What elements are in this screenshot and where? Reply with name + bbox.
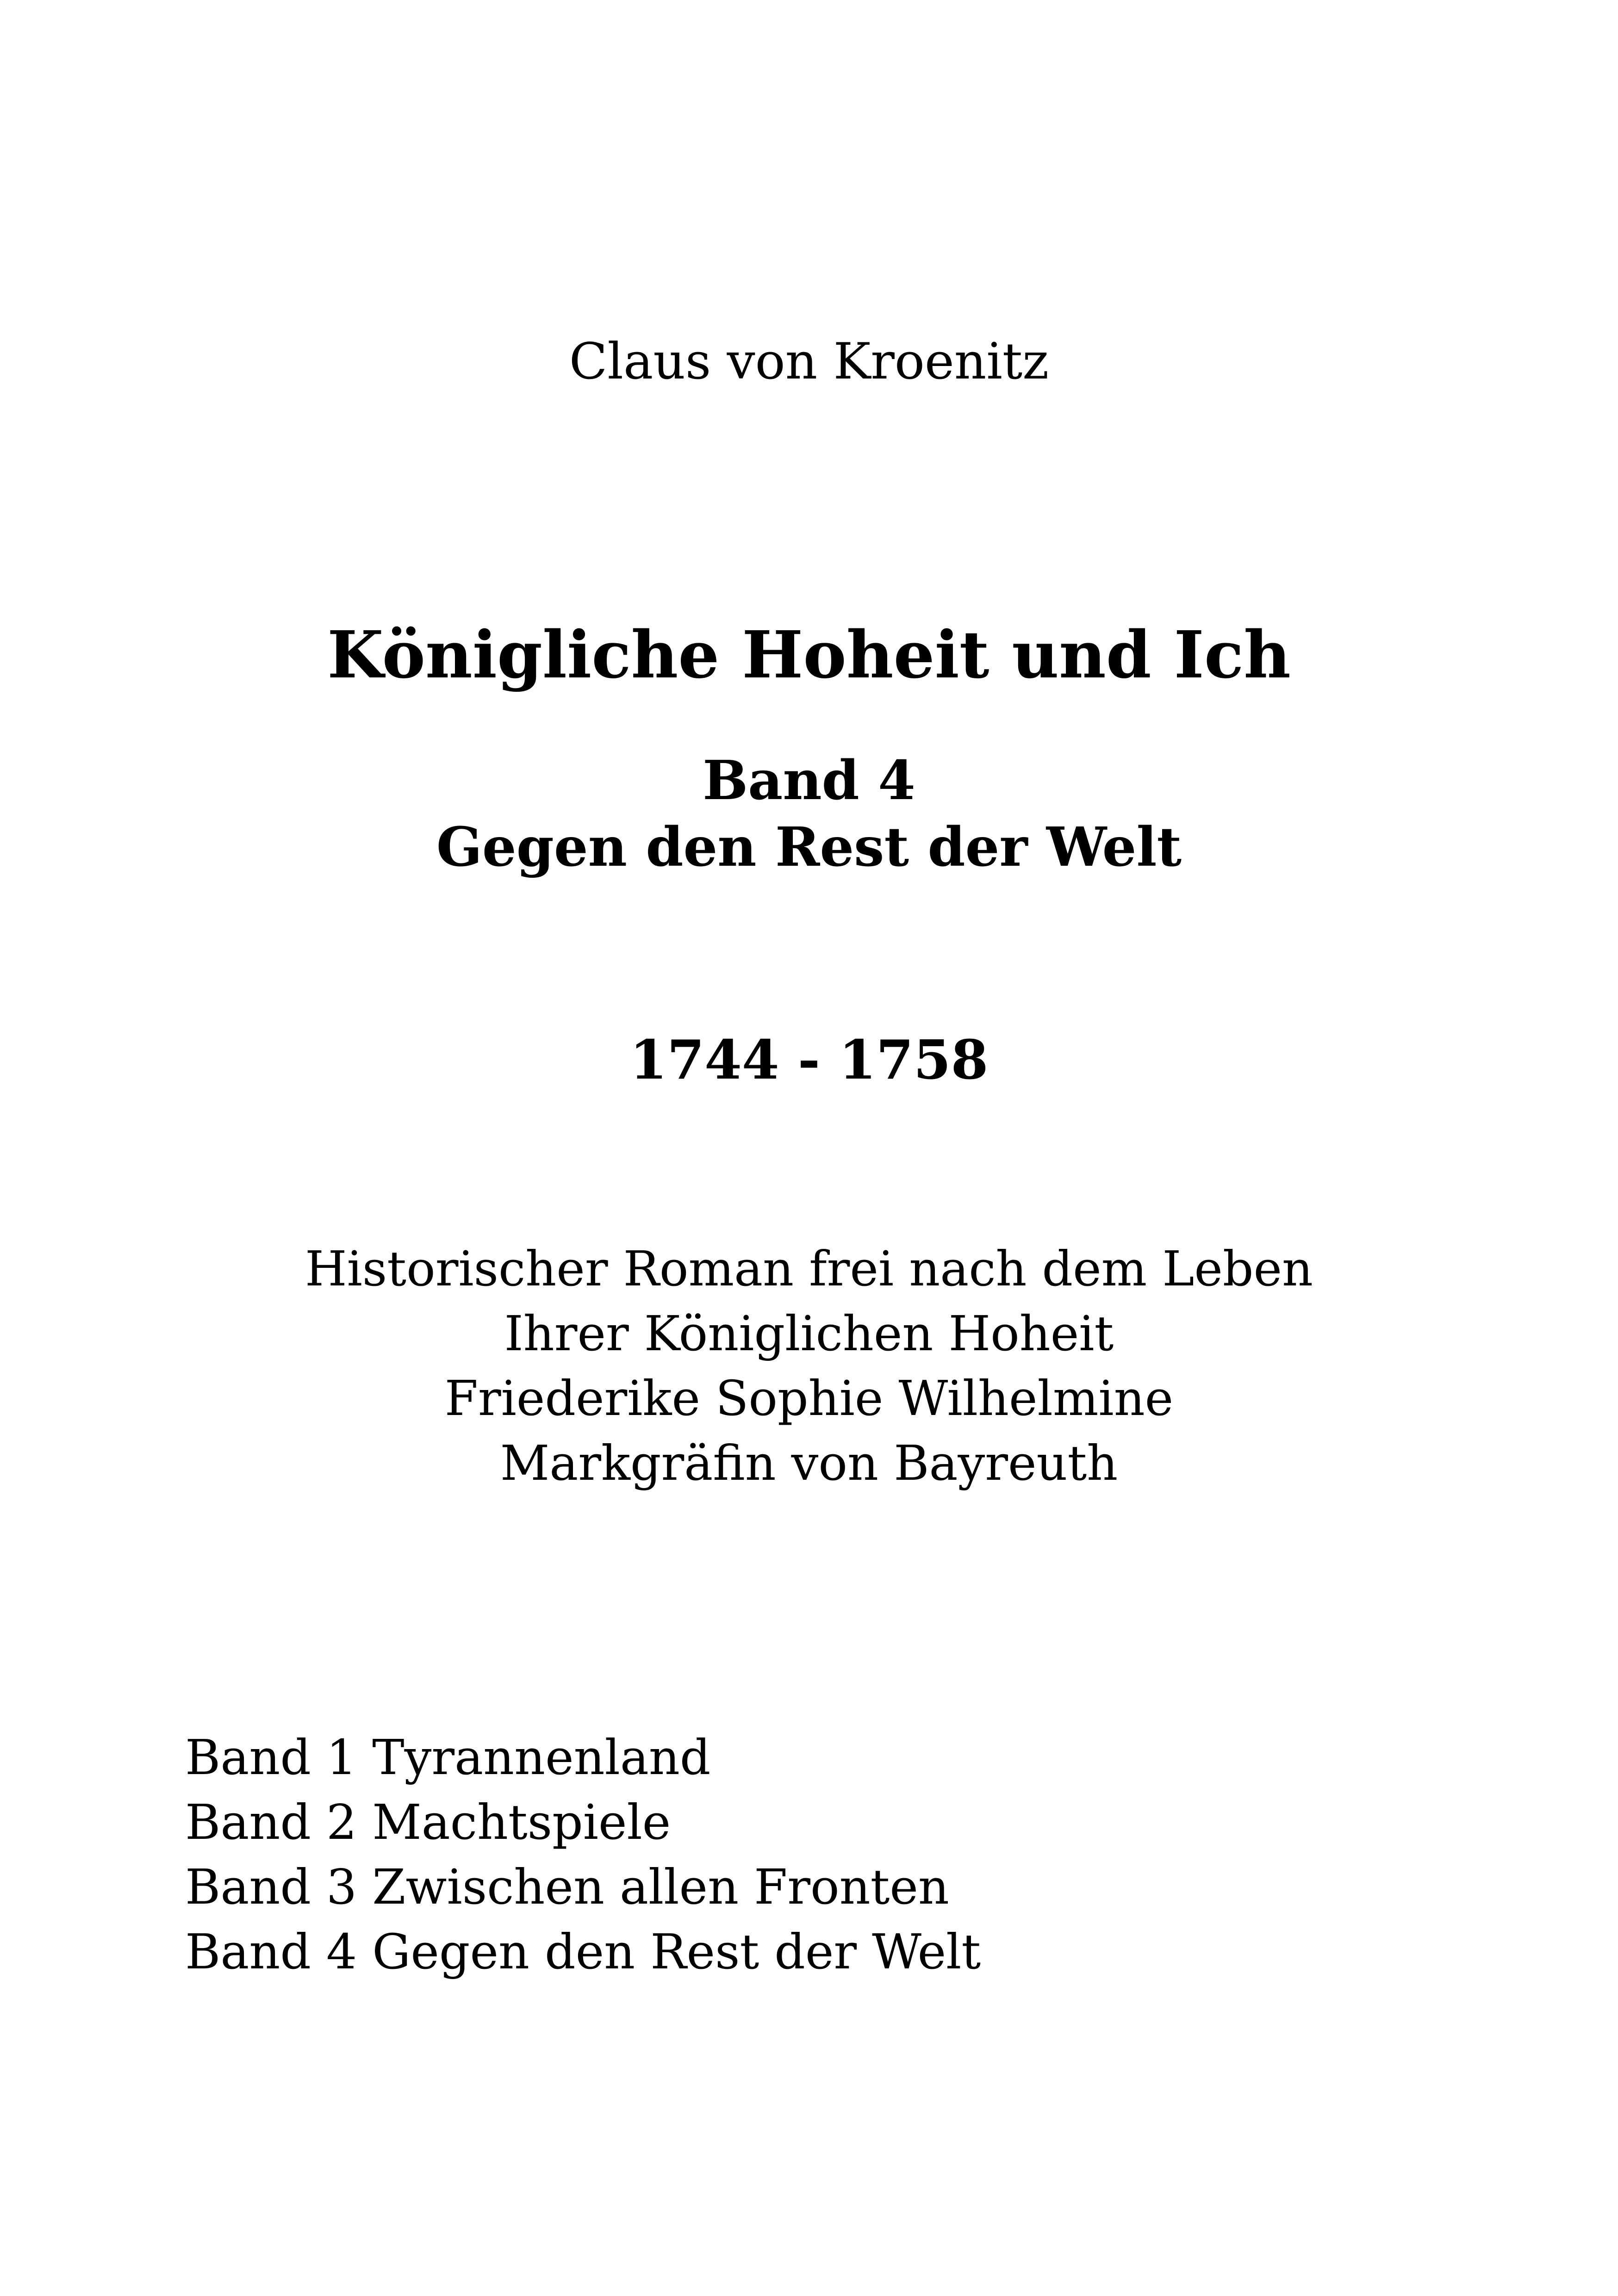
- description-line: Ihrer Königlichen Hoheit: [504, 1305, 1114, 1362]
- author-name: Claus von Kroenitz: [569, 333, 1049, 391]
- volume-subtitle: Gegen den Rest der Welt: [436, 816, 1182, 879]
- description-line: Markgräfin von Bayreuth: [500, 1435, 1118, 1491]
- series-item: Band 3 Zwischen allen Fronten: [185, 1859, 949, 1915]
- series-item: Band 1 Tyrannenland: [185, 1729, 711, 1786]
- series-item: Band 4 Gegen den Rest der Welt: [185, 1924, 981, 1980]
- volume-number: Band 4: [703, 749, 915, 812]
- time-period: 1744 - 1758: [629, 1029, 989, 1092]
- description-line: Friederike Sophie Wilhelmine: [444, 1370, 1174, 1427]
- book-title: Königliche Hoheit und Ich: [327, 617, 1291, 693]
- description-line: Historischer Roman frei nach dem Leben: [305, 1241, 1313, 1297]
- series-list: [185, 1725, 981, 1984]
- book-description: [0, 1236, 1618, 1496]
- series-item: Band 2 Machtspiele: [185, 1794, 671, 1850]
